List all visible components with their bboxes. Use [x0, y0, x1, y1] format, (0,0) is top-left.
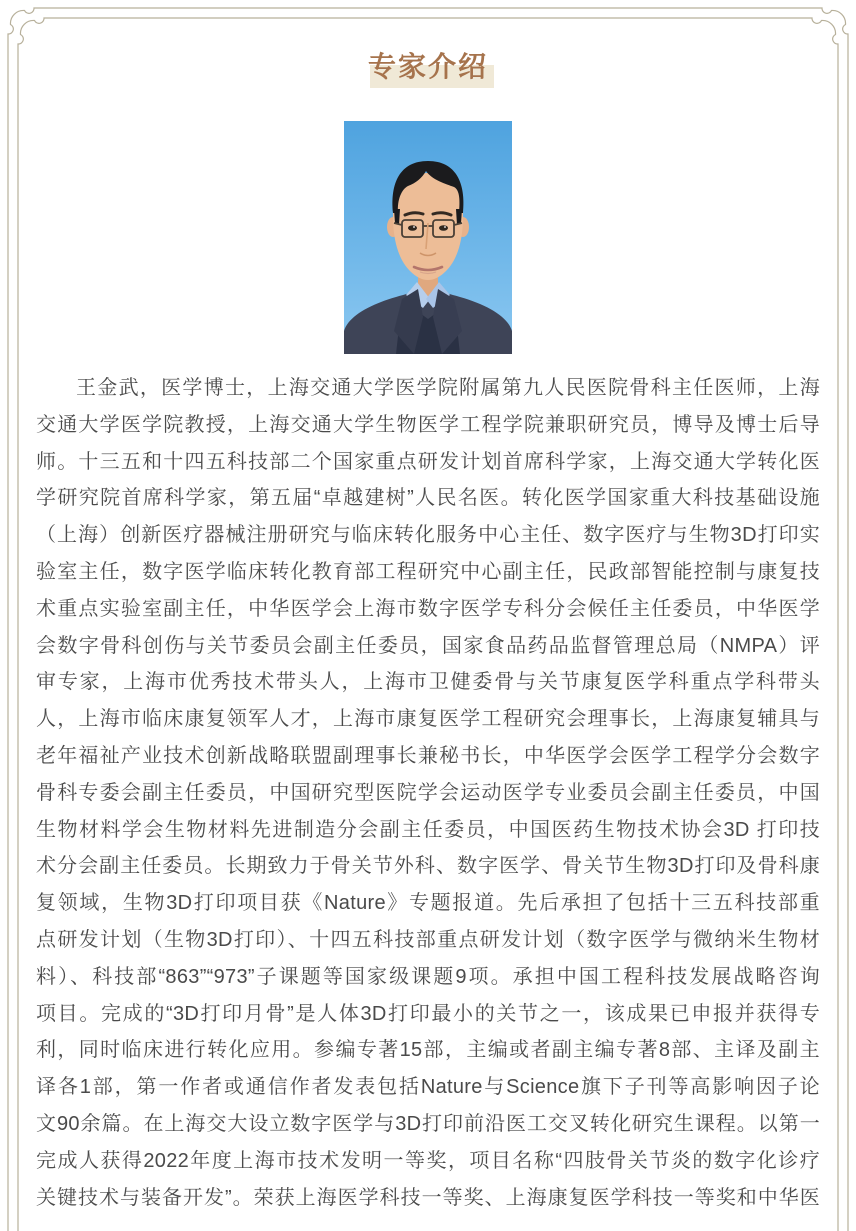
- article-line: 骨科专委会副主任委员，中国研究型医院学会运动医学专业委员会副主任委员，中国: [36, 781, 820, 804]
- article-line: 生物材料学会生物材料先进制造分会副主任委员，中国医药生物技术协会3D 打印技: [36, 818, 820, 841]
- article-line: 点研发计划（生物3D打印）、十四五科技部重点研发计划（数字医学与微纳米生物材: [36, 928, 820, 951]
- page-title: 专家介绍: [367, 51, 488, 82]
- article-line: （上海）创新医疗器械注册研究与临床转化服务中心主任、数字医疗与生物3D打印实: [36, 524, 820, 547]
- article-line: 复领域，生物3D打印项目获《Nature》专题报道。先后承担了包括十三五科技部重: [36, 892, 820, 915]
- article-line: 料）、科技部“863”“973”子课题等国家级课题9项。承担中国工程科技发展战略咨询: [36, 965, 820, 988]
- section-title: [0, 52, 856, 84]
- article-line: 师。十三五和十四五科技部二个国家重点研发计划首席科学家，上海交通大学转化医: [36, 450, 820, 473]
- expert-portrait: [344, 121, 512, 354]
- article-line: 利，同时临床进行转化应用。参编专著15部，主编或者副主编专著8部、主译及副主: [36, 1039, 820, 1062]
- article-line: 完成人获得2022年度上海市技术发明一等奖，项目名称“四肢骨关节炎的数字化诊疗: [36, 1149, 820, 1172]
- article-line: 文90余篇。在上海交大设立数字医学与3D打印前沿医工交叉转化研究生课程。以第一: [36, 1112, 820, 1135]
- article-line: 验室主任，数字医学临床转化教育部工程研究中心副主任，民政部智能控制与康复技: [36, 560, 820, 583]
- article-line: 老年福祉产业技术创新战略联盟副理事长兼秘书长，中华医学会医学工程学分会数字: [36, 744, 820, 767]
- article-line: 项目。完成的“3D打印月骨”是人体3D打印最小的关节之一，该成果已申报并获得专: [36, 1002, 820, 1025]
- article-line: 王金武，医学博士，上海交通大学医学院附属第九人民医院骨科主任医师，上海: [76, 377, 820, 399]
- title-inner: [368, 52, 488, 82]
- article-body: [36, 370, 820, 1216]
- article-line: 术重点实验室副主任，中华医学会上海市数字医学专科分会候任主任委员，中华医学: [36, 597, 820, 620]
- article-line: 审专家，上海市优秀技术带头人，上海市卫健委骨与关节康复医学科重点学科带头: [36, 671, 820, 694]
- article-line: 术分会副主任委员。长期致力于骨关节外科、数字医学、骨关节生物3D打印及骨科康: [36, 855, 820, 878]
- article-line: 会数字骨科创伤与关节委员会副主任委员，国家食品药品监督管理总局（NMPA）评: [36, 634, 820, 657]
- article-line: 学研究院首席科学家，第五届“卓越建树”人民名医。转化医学国家重大科技基础设施: [36, 487, 820, 510]
- article-line: 人，上海市临床康复领军人才，上海市康复医学工程研究会理事长，上海康复辅具与: [36, 708, 820, 731]
- article-line: 关键技术与装备开发”。荣获上海医学科技一等奖、上海康复医学科技一等奖和中华医: [36, 1186, 820, 1209]
- article-line: 译各1部，第一作者或通信作者发表包括Nature与Science旗下子刊等高影响因子论: [36, 1076, 820, 1099]
- article-line: 交通大学医学院教授，上海交通大学生物医学工程学院兼职研究员，博导及博士后导: [36, 413, 820, 436]
